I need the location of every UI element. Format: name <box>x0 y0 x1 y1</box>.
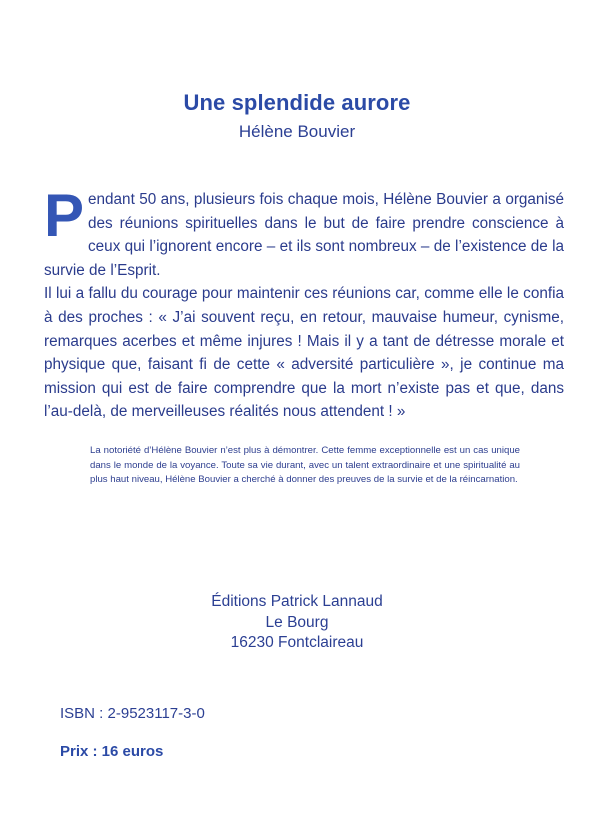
paragraph-1-text: endant 50 ans, plusieurs fois chaque mois, Hélène Bouvier a organisé des réunions spirituelles dans le but de faire prendre conscience à ceux qui l’ignorent encore – et ils sont nombreux – de l’existence de la survie de l’Esprit. <box>44 191 564 279</box>
price-label: Prix : 16 euros <box>60 743 164 760</box>
isbn-number: ISBN : 2-9523117-3-0 <box>60 705 205 722</box>
drop-cap-letter: P <box>44 182 85 249</box>
book-title: Une splendide aurore <box>183 90 411 115</box>
publisher-name: Éditions Patrick Lannaud <box>211 593 383 610</box>
summary-blurb: La notoriété d’Hélène Bouvier n’est plus à démontrer. Cette femme exceptionnelle est un cas unique dans le monde de la voyance. Toute sa vie durant, avec un talent extraordinaire et une spiritualité au plus haut niveau, Hélène Bouvier a cherché à donner des preuves de la survie et de la réincarnation. <box>90 445 520 485</box>
paragraph-1 <box>44 182 564 282</box>
book-author: Hélène Bouvier <box>238 122 356 141</box>
paragraph-2: Il lui a fallu du courage pour maintenir ces réunions car, comme elle le confia à des proches : « J’ai souvent reçu, en retour, mauvaise humeur, cynisme, remarques acerbes et même injures ! Mais il y a tant de détresse morale et physique que, faisant fi de cette « adversité particulière », je continue ma mission qui est de faire comprendre que la mort n’existe pas et que, dans l’au-delà, de merveilleuses réalités nous attendent ! » <box>44 285 564 421</box>
main-description <box>44 182 564 424</box>
publisher-address-line-1: Le Bourg <box>265 613 329 631</box>
publisher-address-line-2: 16230 Fontclaireau <box>230 634 364 651</box>
publisher-block <box>0 592 594 654</box>
